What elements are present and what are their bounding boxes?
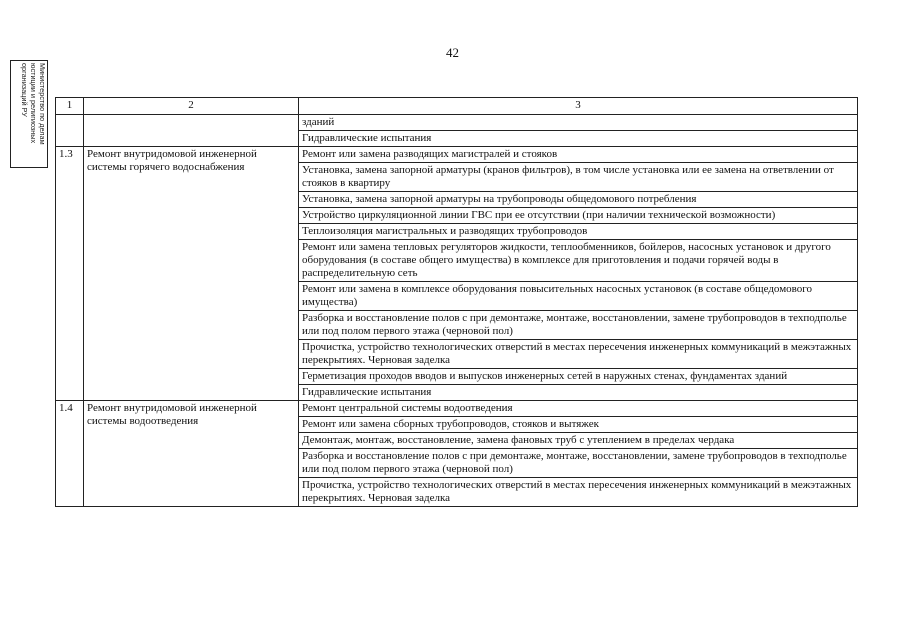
work-item: Установка, замена запорной арматуры (кранов фильтров), в том числе установка или ее замена на ответвлении от стояков в квартиру [299, 163, 858, 192]
work-item: Прочистка, устройство технологических отверстий в местах пересечения инженерных коммуникаций в межэтажных перекрытиях. Черновая заделка [299, 340, 858, 369]
work-item: Демонтаж, монтаж, восстановление, замена фановых труб с утеплением в пределах чердака [299, 433, 858, 449]
work-item: Разборка и восстановление полов с при демонтаже, монтаже, восстановлении, замене трубопроводов в техподполье или под полом первого этажа (черновой пол) [299, 311, 858, 340]
stamp-line: юстиции и религиозных [29, 63, 38, 144]
stamp-line: Министерство по делам [38, 63, 47, 145]
table-row [56, 401, 858, 417]
work-item: Разборка и восстановление полов с при демонтаже, монтаже, восстановлении, замене трубопроводов в техподполье или под полом первого этажа (черновой пол) [299, 449, 858, 478]
section-number: 1.3 [56, 147, 84, 401]
works-table-container [55, 97, 858, 507]
table-row [56, 115, 858, 131]
work-item: Теплоизоляция магистральных и разводящих трубопроводов [299, 224, 858, 240]
work-item: Герметизация проходов вводов и выпусков инженерных сетей в наружных стенах, фундаментах зданий [299, 369, 858, 385]
stamp-text [11, 61, 49, 169]
section-name [84, 115, 299, 147]
work-item: Ремонт или замена в комплексе оборудования повысительных насосных установок (в составе общедомового имущества) [299, 282, 858, 311]
header-cell-2: 2 [84, 98, 299, 115]
work-item: Прочистка, устройство технологических отверстий в местах пересечения инженерных коммуникаций в межэтажных перекрытиях. Черновая заделка [299, 478, 858, 507]
work-item: Ремонт или замена тепловых регуляторов жидкости, теплообменников, бойлеров, насосных установок и другого оборудования (в составе общего имущества) в комплексе для приготовления и подачи горячей воды в распределительную сеть [299, 240, 858, 282]
work-item: Ремонт центральной системы водоотведения [299, 401, 858, 417]
work-item: Устройство циркуляционной линии ГВС при ее отсутствии (при наличии технической возможности) [299, 208, 858, 224]
section-number: 1.4 [56, 401, 84, 507]
table-row [56, 147, 858, 163]
work-item: Ремонт или замена сборных трубопроводов, стояков и вытяжек [299, 417, 858, 433]
works-table [55, 97, 858, 507]
header-cell-3: 3 [299, 98, 858, 115]
page-number: 42 [446, 45, 459, 60]
work-item: Гидравлические испытания [299, 131, 858, 147]
registration-stamp [10, 60, 48, 168]
section-name: Ремонт внутридомовой инженерной системы водоотведения [84, 401, 299, 507]
header-cell-1: 1 [56, 98, 84, 115]
work-item: Установка, замена запорной арматуры на трубопроводы общедомового потребления [299, 192, 858, 208]
work-item: зданий [299, 115, 858, 131]
work-item: Гидравлические испытания [299, 385, 858, 401]
stamp-line: организаций РУ [20, 63, 29, 117]
section-number [56, 115, 84, 147]
table-header-row [56, 98, 858, 115]
work-item: Ремонт или замена разводящих магистралей и стояков [299, 147, 858, 163]
section-name: Ремонт внутридомовой инженерной системы горячего водоснабжения [84, 147, 299, 401]
